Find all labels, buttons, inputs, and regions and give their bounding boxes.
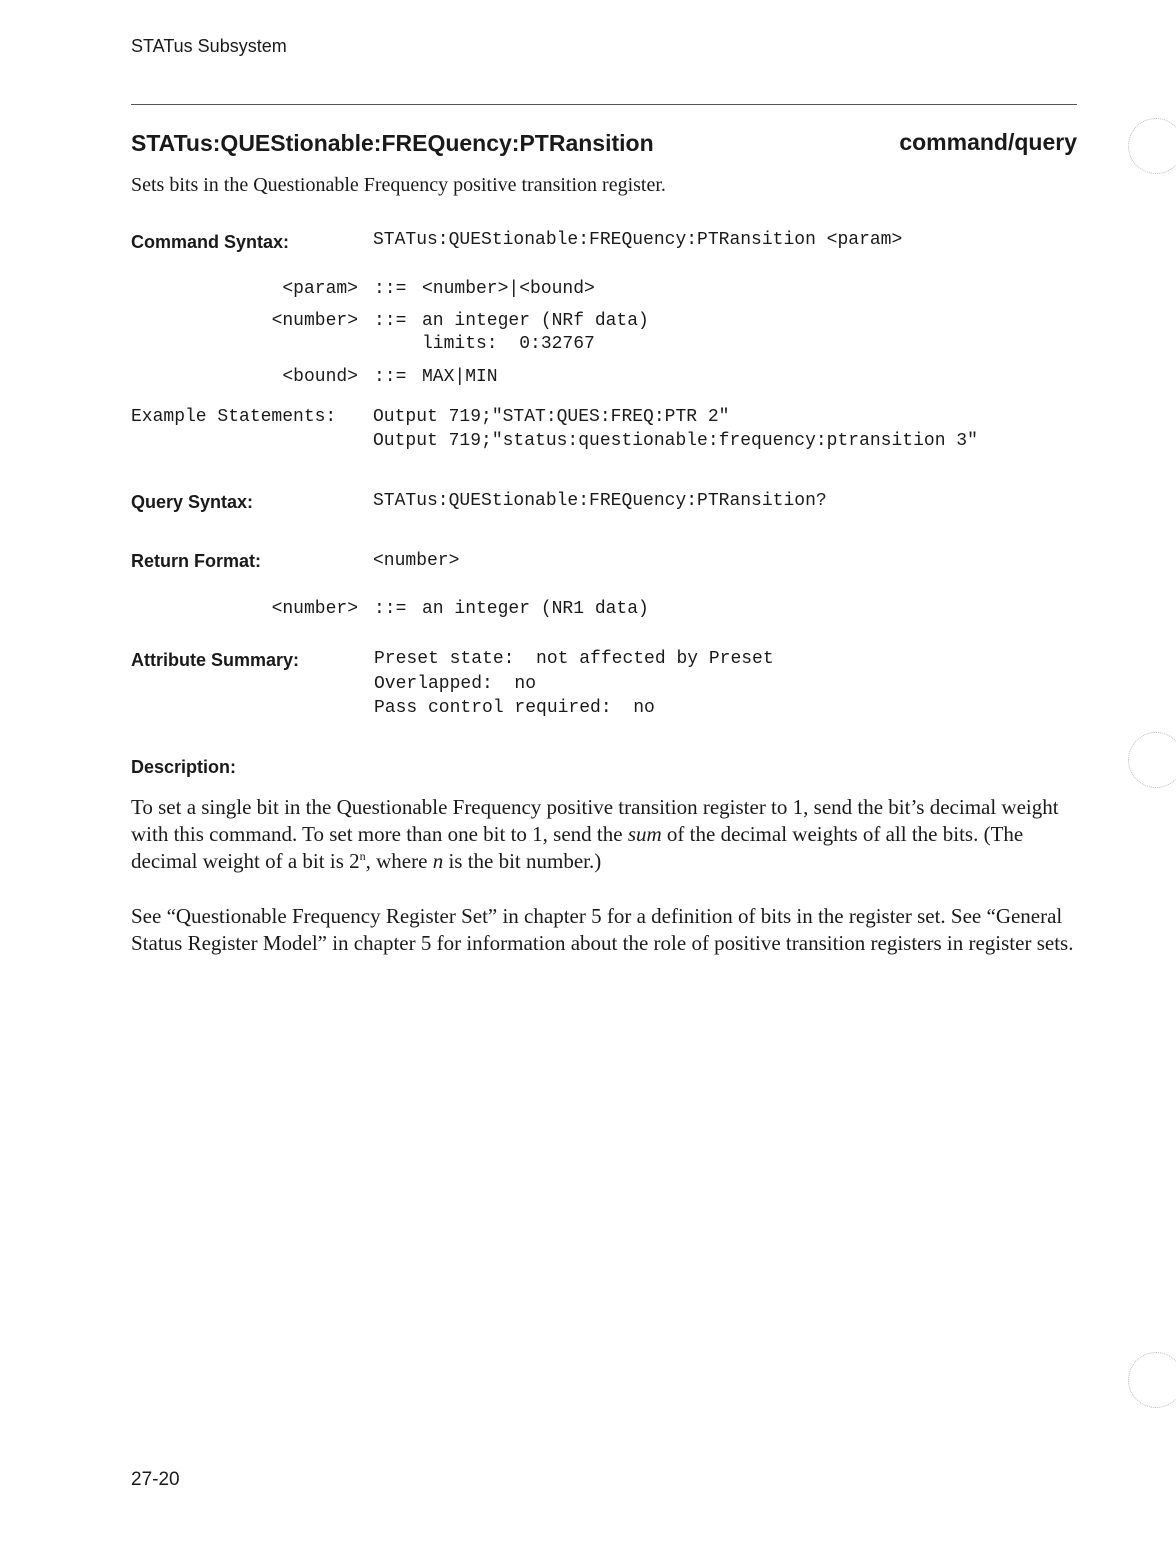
query-syntax-value: STATus:QUEStionable:FREQuency:PTRansition? (373, 491, 827, 511)
desc-p1-exponent: n (359, 849, 366, 863)
query-syntax-label: Query Syntax: (131, 492, 254, 512)
desc-p2-text: See “Questionable Frequency Register Set” in chapter 5 for a definition of bits in the register set. See “General Status Register Model” in chapter 5 for information about the role of positive transition registers in register sets. (131, 904, 1074, 955)
attribute-summary-label: Attribute Summary: (131, 650, 300, 670)
page-number: 27-20 (131, 1469, 180, 1490)
command-title: STATus:QUEStionable:FREQuency:PTRansition (131, 130, 654, 156)
number-op: ::= (374, 311, 407, 331)
attribute-pass-control: Pass control required: no (374, 698, 655, 718)
param-value: <number>|<bound> (422, 279, 595, 299)
return-number-value: an integer (NR1 data) (422, 599, 649, 619)
attribute-preset-state: Preset state: not affected by Preset (374, 649, 774, 669)
param-term: <param> (282, 279, 358, 299)
description-label: Description: (131, 757, 237, 777)
desc-p1-part-c: , where (365, 849, 433, 873)
command-summary: Sets bits in the Questionable Frequency positive transition register. (131, 174, 666, 196)
punch-hole-bottom (1128, 1352, 1176, 1408)
punch-hole-top (1128, 118, 1176, 174)
attribute-overlapped: Overlapped: no (374, 674, 537, 694)
example-statement-2: Output 719;"status:questionable:frequency:ptransition 3" (373, 431, 978, 451)
param-op: ::= (374, 279, 407, 299)
number-term: <number> (271, 311, 358, 331)
command-syntax-value: STATus:QUEStionable:FREQuency:PTRansition <param> (373, 230, 903, 250)
example-statements-label: Example Statements: (131, 407, 337, 427)
return-number-op: ::= (374, 599, 407, 619)
desc-p1-part-b: of the decimal weights of all the bits. (The decimal weight of a bit is 2 (131, 822, 1024, 873)
desc-p1-sum: sum (627, 822, 662, 846)
bound-op: ::= (374, 367, 407, 387)
bound-value: MAX|MIN (422, 367, 498, 387)
example-statement-1: Output 719;"STAT:QUES:FREQ:PTR 2" (373, 407, 730, 427)
return-number-term: <number> (271, 599, 358, 619)
number-value: an integer (NRf data) (422, 311, 649, 331)
description-paragraph-1 (131, 794, 1091, 875)
description-paragraph-2 (131, 903, 1091, 957)
return-format-label: Return Format: (131, 551, 261, 571)
desc-p1-n: n (432, 849, 444, 873)
command-type: command/query (899, 129, 1077, 155)
bound-term: <bound> (282, 367, 358, 387)
desc-p1-part-d: is the bit number.) (443, 849, 602, 873)
section-header: STATus Subsystem (131, 36, 287, 56)
number-limits: limits: 0:32767 (422, 334, 595, 354)
command-syntax-label: Command Syntax: (131, 232, 290, 252)
return-format-value: <number> (373, 551, 460, 571)
header-rule (131, 104, 1077, 105)
punch-hole-middle (1128, 732, 1176, 788)
desc-p1-part-a: To set a single bit in the Questionable Frequency positive transition register to 1, send the bit’s decimal weight with this command. To set more than one bit to 1, send the (131, 795, 1059, 846)
